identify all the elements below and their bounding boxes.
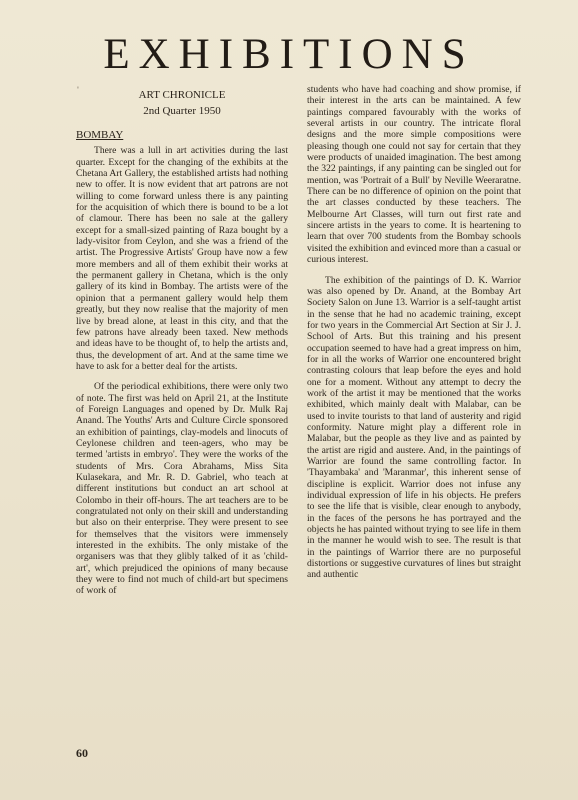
paragraph: students who have had coaching and show promise, if their interest in the arts can be maintained. A few paintings compared favourably with the works of several artists in our country. The intricate floral designs and the more simple compositions were pleasing though one could not say for certain that they were products of unaided imagination. The best among the 322 paintings, if any painting can be singled out for mention, was 'Portrait of a Bull' by Neville Weeraratne. There can be no difference of opinion on the point that the art classes conducted by these teachers. The Melbourne Art Classes, will turn out first rate and sincere artists in the years to come. It is heartening to learn that over 700 students from the Bombay schools visited the exhibition and evinced more than a casual or curious interest. [307,84,521,266]
paragraph: The exhibition of the paintings of D. K. Warrior was also opened by Dr. Anand, at the Bombay Art Society Salon on June 13. Warrior is a self-taught artist in the sense that he had no academic training, except for two years in the Commercial Art Section at Sir J. J. School of Arts. But this training and his present occupation seemed to have had a great impress on him, for in all the works of Warrior one encountered bright contrasting colours that leap before the eyes and hold one for a moment. Without any attempt to decry the work of the artist it may be mentioned that the works exhibited, which mainly dealt with Malabar, can be used to invite tourists to that land of austerity and rigid conformity. Nature might play a different role in Malabar, but the people as they live and as painted by the artist are rigid and austere. And, in the paintings of Warrior are found the same controlling factor. In 'Thayambaka' and 'Maranmar', this inherent sense of discipline is explicit. Warrior does not infuse any individual expression of life in his objects. He prefers to see the life that is visible, clear enough to anybody, in the faces of the persons he has portrayed and the objects he has painted without trying to see life in them in the manner he would wish to see. The result is that in the paintings of Warrior there are no purposeful distortions or suggestive curvatures of lines but straight and authentic [307,274,521,581]
section-heading: BOMBAY [76,129,124,141]
page-number: 60 [76,746,88,760]
paragraph: Of the periodical exhibitions, there were only two of note. The first was held on April 21, at the Institute of Foreign Languages and opened by Dr. Mulk Raj Anand. The Youths' Arts and Culture Circle sponsored an exhibition of paintings, clay-models and linocuts of Ceylonese children and teen-agers, who may be termed 'artists in embryo'. They were the works of the students of Mrs. Cora Abrahams, Miss Sita Kulasekara, and Mr. R. D. Gabriel, who teach at different institutions but conduct an art school at Colombo in their off-hours. The art teachers are to be congratulated not only on their skill and understanding but also on their enterprise. They were present to see for themselves that the visitors were immensely interested in the exhibits. The only mistake of the organisers was that they glibly talked of it as 'child-art', which prejudiced the opinions of many because they were to find not much of child-art but specimens of work of [76,381,288,597]
page-title: EXHIBITIONS [103,31,475,78]
column-heading [76,88,288,118]
left-column [76,84,288,597]
margin-mark: ' [77,86,79,94]
chronicle-title: ART CHRONICLE [138,89,226,101]
right-column [307,84,521,581]
chronicle-date: 2nd Quarter 1950 [143,105,221,117]
paragraph: There was a lull in art activities during the last quarter. Except for the changing of the exhibits at the Chetana Art Gallery, the established artists had nothing new to offer. It is now evident that art patrons are not willing to come forward unless there is any painting for the acquisition of which there is bound to be a lot of clamour. There has been no sale at the gallery except for a small-sized painting of Raza bought by a lady-visitor from Ceylon, and she was a friend of the artist. The Progressive Artists' Group have now a few more members and all of them exhibit their works at the permanent gallery in Chetana, which is the only gallery of its kind in Bombay. The artists were of the opinion that a permanent gallery would help them greatly, but they now realise that the majority of men live by bread alone, at least in this city, and that the few patrons have already been taxed. New methods and ideas have to be thought of, to help the artists and, thus, the development of art. And at the same time we have to ask for a better deal for the artists. [76,145,288,372]
